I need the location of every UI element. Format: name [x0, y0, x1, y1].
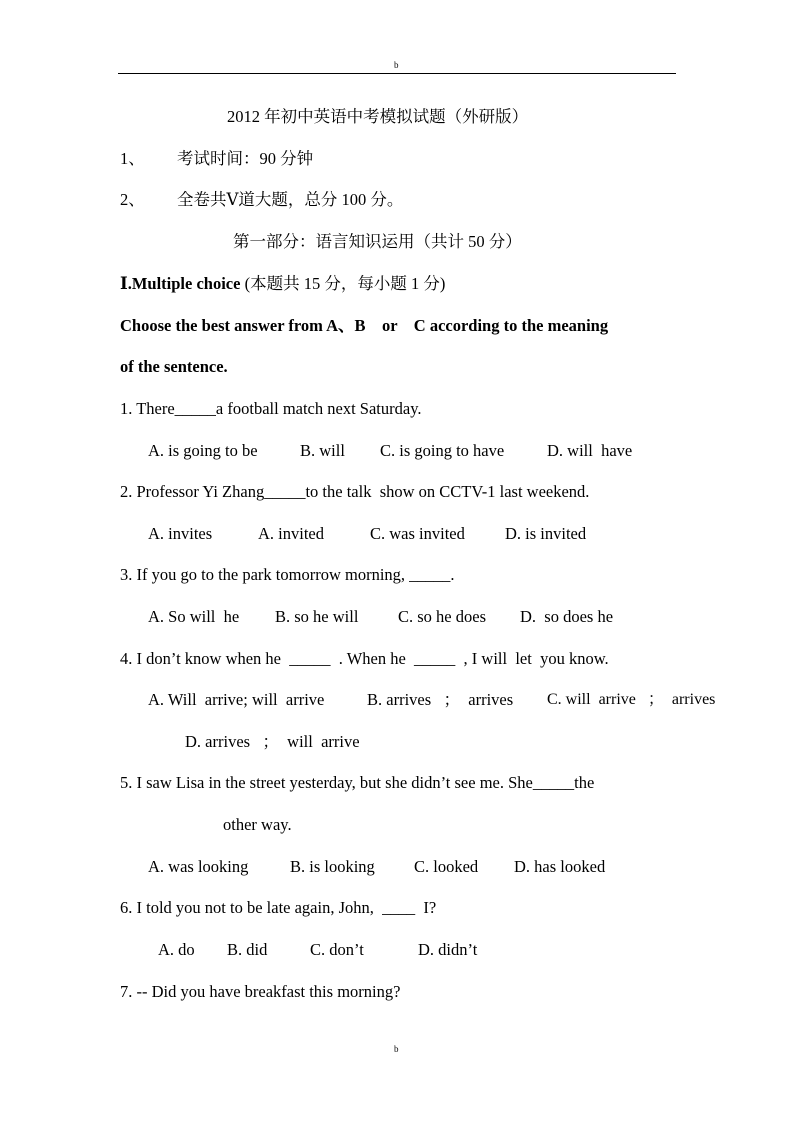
- option-a: A. So will he: [148, 607, 240, 626]
- header-rule: [118, 73, 676, 74]
- question-stem: 6. I told you not to be late again, John, ____ I?: [120, 898, 437, 917]
- footer-mark: b: [394, 1044, 399, 1054]
- question-stem-continued: other way.: [223, 815, 292, 834]
- option-c: C. was invited: [370, 524, 465, 543]
- section-title-rest: (本题共 15 分，每小题 1 分): [244, 274, 446, 293]
- option-d: D. will have: [547, 441, 633, 460]
- option-b: B. so he will: [275, 607, 359, 626]
- note-2-text: 全卷共Ⅴ道大题，总分 100 分。: [177, 190, 404, 209]
- instruction-line-2: of the sentence.: [120, 357, 228, 376]
- question-stem: 5. I saw Lisa in the street yesterday, but she didn’t see me. She_____the: [120, 773, 595, 792]
- option-a: A. invites: [148, 524, 213, 543]
- option-c: C. will arrive ； arrives: [547, 691, 716, 708]
- option-c: C. so he does: [398, 607, 486, 626]
- option-c: C. don’t: [310, 940, 364, 959]
- option-a: A. is going to be: [148, 441, 258, 460]
- section-title: [120, 276, 445, 293]
- option-b: B. is looking: [290, 857, 375, 876]
- option-b: B. will: [300, 441, 345, 460]
- instruction-line-1: Choose the best answer from A、B or C according to the meaning: [120, 316, 609, 335]
- option-d: D. arrives ； will arrive: [185, 732, 360, 751]
- question-stem: 2. Professor Yi Zhang_____to the talk show on CCTV-1 last weekend.: [120, 482, 590, 501]
- option-a: A. Will arrive; will arrive: [148, 690, 325, 709]
- option-d: D. so does he: [520, 607, 614, 626]
- question-stem: 7. -- Did you have breakfast this morning?: [120, 982, 401, 1001]
- part-heading: 第一部分：语言知识运用（共计 50 分）: [233, 232, 522, 251]
- question-stem: 4. I don’t know when he _____ . When he _____ , I will let you know.: [120, 649, 609, 668]
- option-c: C. looked: [414, 857, 479, 876]
- option-c: C. is going to have: [380, 441, 505, 460]
- page-title: 2012 年初中英语中考模拟试题（外研版）: [227, 107, 529, 126]
- option-b: B. did: [227, 940, 268, 959]
- question-stem: 1. There_____a football match next Saturday.: [120, 399, 422, 418]
- note-1-number: 1、: [120, 149, 145, 168]
- option-b: B. arrives ； arrives: [367, 690, 514, 709]
- section-title-bold: Ⅰ.Multiple choice: [120, 274, 241, 293]
- note-2-number: 2、: [120, 190, 145, 209]
- option-b: A. invited: [258, 524, 324, 543]
- option-a: A. do: [158, 940, 195, 959]
- question-stem: 3. If you go to the park tomorrow morning, _____.: [120, 565, 455, 584]
- option-d: D. has looked: [514, 857, 606, 876]
- header-mark: b: [394, 60, 399, 70]
- option-a: A. was looking: [148, 857, 249, 876]
- note-1-text: 考试时间：90 分钟: [177, 149, 314, 168]
- option-d: D. is invited: [505, 524, 587, 543]
- option-d: D. didn’t: [418, 940, 478, 959]
